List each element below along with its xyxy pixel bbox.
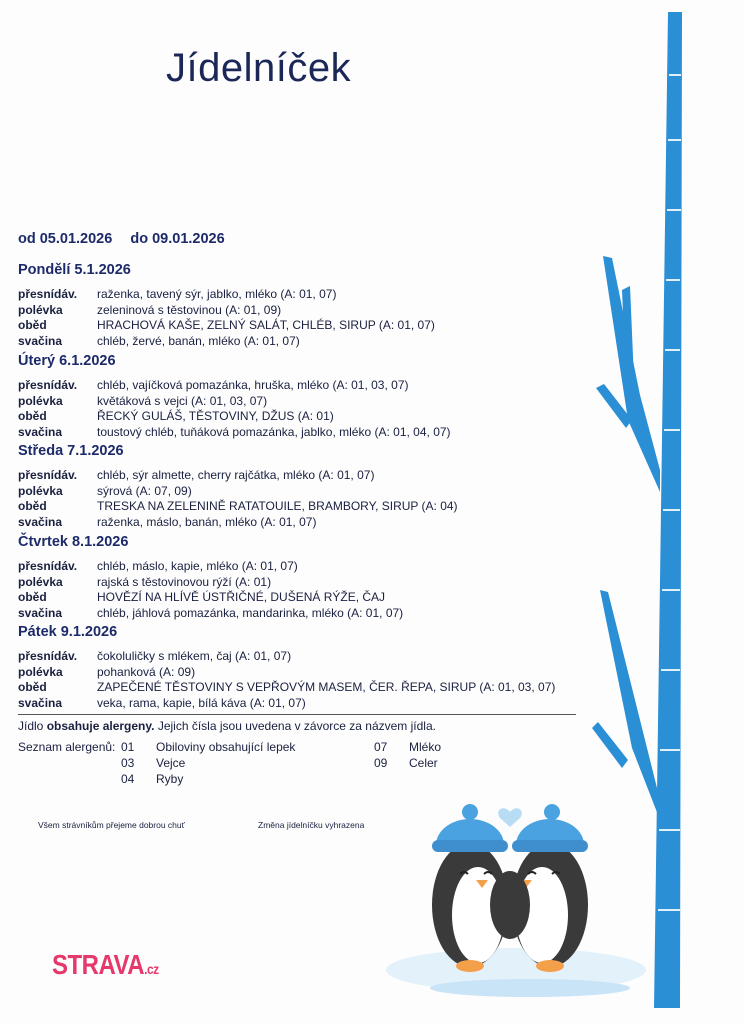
allergen-name: Celer [409, 756, 438, 770]
meal-row [18, 606, 618, 622]
meal-text: HRACHOVÁ KAŠE, ZELNÝ SALÁT, CHLÉB, SIRUP (A: 01, 07) [97, 318, 435, 332]
meal-text: toustový chléb, tuňáková pomazánka, jablko, mléko (A: 01, 04, 07) [97, 424, 451, 439]
meal-row [18, 287, 618, 303]
day-section [18, 262, 618, 349]
date-to: do 09.01.2026 [130, 231, 225, 247]
allergen-note: Jídlo obsahuje alergeny. Jejich čísla jsou uvedena v závorce za názvem jídla. [18, 719, 436, 733]
allergen-code: 01 [121, 740, 135, 754]
strava-logo: STRAVA.cz [52, 949, 159, 981]
meal-label: přesnídáv. [18, 287, 78, 301]
meal-row [18, 334, 618, 350]
meal-label: svačina [18, 695, 63, 710]
divider [18, 714, 576, 715]
meal-label: přesnídáv. [18, 649, 78, 663]
meal-row [18, 409, 618, 425]
meal-row [18, 499, 618, 515]
meal-row [18, 649, 618, 665]
meal-label: oběd [18, 590, 47, 604]
allergen-name: Vejce [156, 756, 186, 770]
meal-row [18, 468, 618, 484]
meal-row [18, 680, 618, 696]
allergen-code: 03 [121, 756, 135, 770]
meal-label: přesnídáv. [18, 559, 78, 573]
meal-text: ZAPEČENÉ TĚSTOVINY S VEPŘOVÝM MASEM, ČER. ŘEPA, SIRUP (A: 01, 03, 07) [97, 680, 556, 694]
heart-icon [498, 808, 522, 827]
meal-label: přesnídáv. [18, 468, 78, 482]
meal-text: chléb, vajíčková pomazánka, hruška, mléko (A: 01, 03, 07) [97, 378, 409, 392]
meal-row [18, 665, 618, 681]
meal-label: polévka [18, 483, 63, 498]
meal-text: čokoluličky s mlékem, čaj (A: 01, 07) [97, 649, 292, 663]
meal-label: oběd [18, 499, 47, 513]
meal-row [18, 318, 618, 334]
meal-text: ŘECKÝ GULÁŠ, TĚSTOVINY, DŽUS (A: 01) [97, 409, 334, 423]
allergen-code: 09 [374, 756, 388, 770]
meal-row [18, 484, 618, 500]
meal-label: polévka [18, 393, 63, 408]
footer-wish: Všem strávníkům přejeme dobrou chuť [38, 820, 185, 830]
meal-text: pohanková (A: 09) [97, 664, 196, 679]
meal-row [18, 394, 618, 410]
meal-text: chléb, žervé, banán, mléko (A: 01, 07) [97, 333, 300, 348]
meal-label: polévka [18, 302, 63, 317]
meal-label: oběd [18, 409, 47, 423]
meal-label: svačina [18, 424, 63, 439]
meal-row [18, 303, 618, 319]
meal-label: přesnídáv. [18, 378, 78, 392]
meal-row [18, 696, 618, 712]
day-title: Čtvrtek 8.1.2026 [18, 534, 129, 550]
allergen-name: Mléko [409, 740, 442, 754]
allergen-code: 07 [374, 740, 388, 754]
allergen-name: Ryby [156, 772, 184, 786]
day-section [18, 534, 618, 621]
day-section [18, 443, 618, 530]
meal-text: chléb, jáhlová pomazánka, mandarinka, mléko (A: 01, 07) [97, 605, 404, 620]
meal-text: raženka, máslo, banán, mléko (A: 01, 07) [97, 514, 317, 529]
day-title: Pondělí 5.1.2026 [18, 262, 131, 278]
meal-row [18, 590, 618, 606]
allergen-name: Obiloviny obsahující lepek [156, 740, 296, 754]
day-title: Úterý 6.1.2026 [18, 353, 116, 369]
meal-text: sýrová (A: 07, 09) [97, 483, 192, 498]
meal-text: rajská s těstovinovou rýží (A: 01) [97, 574, 272, 589]
meal-label: oběd [18, 680, 47, 694]
date-range [18, 231, 239, 247]
meal-label: polévka [18, 664, 63, 679]
meal-text: květáková s vejci (A: 01, 03, 07) [97, 393, 268, 408]
meal-row [18, 378, 618, 394]
meal-text: HOVĚZÍ NA HLÍVĚ ÚSTŘIČNÉ, DUŠENÁ RÝŽE, ČAJ [97, 590, 386, 604]
footer-change-notice: Změna jídelníčku vyhrazena [258, 820, 365, 830]
meal-label: oběd [18, 318, 47, 332]
meal-text: chléb, máslo, kapie, mléko (A: 01, 07) [97, 559, 298, 573]
meal-label: svačina [18, 514, 63, 529]
meal-text: veka, rama, kapie, bílá káva (A: 01, 07) [97, 695, 306, 710]
day-section [18, 353, 618, 440]
meal-text: raženka, tavený sýr, jablko, mléko (A: 01, 07) [97, 287, 337, 301]
meal-row [18, 575, 618, 591]
meal-text: zeleninová s těstovinou (A: 01, 09) [97, 302, 282, 317]
meal-label: svačina [18, 333, 63, 348]
meal-text: TRESKA NA ZELENINĚ RATATOUILE, BRAMBORY, SIRUP (A: 04) [97, 499, 458, 513]
meal-row [18, 515, 618, 531]
meal-text: chléb, sýr almette, cherry rajčátka, mléko (A: 01, 07) [97, 468, 375, 482]
day-section [18, 624, 618, 711]
allergen-list-heading: Seznam alergenů: [18, 740, 116, 754]
page-title: Jídelníček [166, 46, 352, 90]
day-title: Pátek 9.1.2026 [18, 624, 118, 640]
date-from: od 05.01.2026 [18, 231, 113, 247]
meal-label: polévka [18, 574, 63, 589]
day-title: Středa 7.1.2026 [18, 443, 124, 459]
meal-row [18, 559, 618, 575]
meal-row [18, 425, 618, 441]
meal-label: svačina [18, 605, 63, 620]
allergen-code: 04 [121, 772, 135, 786]
